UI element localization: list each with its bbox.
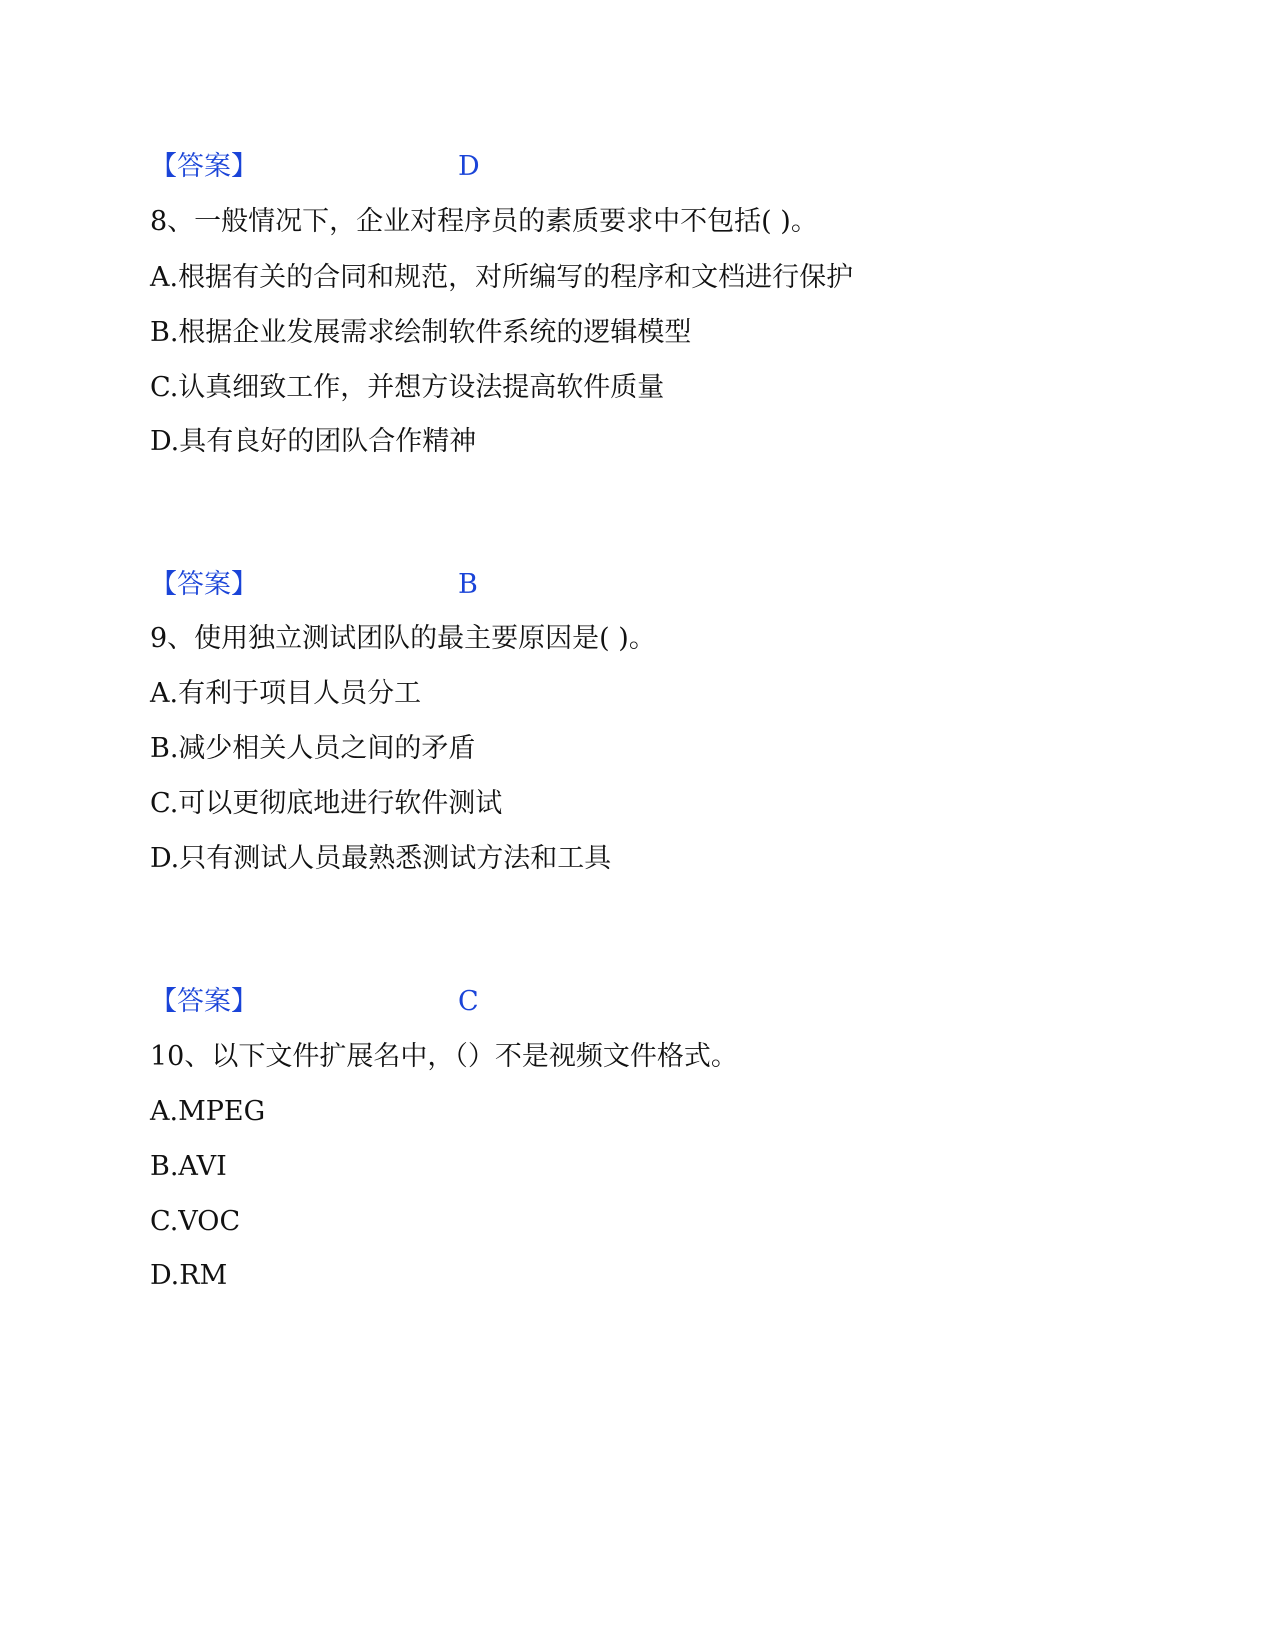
option-d: D.只有测试人员最熟悉测试方法和工具 xyxy=(150,843,612,874)
option-d: D.具有良好的团队合作精神 xyxy=(150,426,477,457)
option-c: C.认真细致工作，并想方设法提高软件质量 xyxy=(150,372,665,403)
answer-value: D xyxy=(458,151,480,182)
option-a: A.根据有关的合同和规范，对所编写的程序和文档进行保护 xyxy=(150,262,854,293)
option-c: C.VOC xyxy=(150,1206,241,1237)
answer-label: 【答案】 xyxy=(150,151,258,182)
option-d: D.RM xyxy=(150,1260,228,1291)
option-b: B.根据企业发展需求绘制软件系统的逻辑模型 xyxy=(150,317,692,348)
question-stem: 10、以下文件扩展名中，（）不是视频文件格式。 xyxy=(150,1041,738,1072)
option-a: A.MPEG xyxy=(150,1096,266,1127)
answer-label: 【答案】 xyxy=(150,569,258,600)
option-b: B.AVI xyxy=(150,1151,227,1182)
answer-value: C xyxy=(458,986,479,1017)
answer-label: 【答案】 xyxy=(150,986,258,1017)
answer-line xyxy=(150,985,479,1019)
answer-value: B xyxy=(458,569,478,600)
option-a: A.有利于项目人员分工 xyxy=(150,678,422,709)
question-stem: 9、使用独立测试团队的最主要原因是( )。 xyxy=(150,623,656,654)
option-b: B.减少相关人员之间的矛盾 xyxy=(150,733,476,764)
option-c: C.可以更彻底地进行软件测试 xyxy=(150,788,503,819)
question-stem: 8、一般情况下，企业对程序员的素质要求中不包括( )。 xyxy=(150,206,818,237)
answer-line xyxy=(150,150,480,184)
answer-line xyxy=(150,568,478,602)
